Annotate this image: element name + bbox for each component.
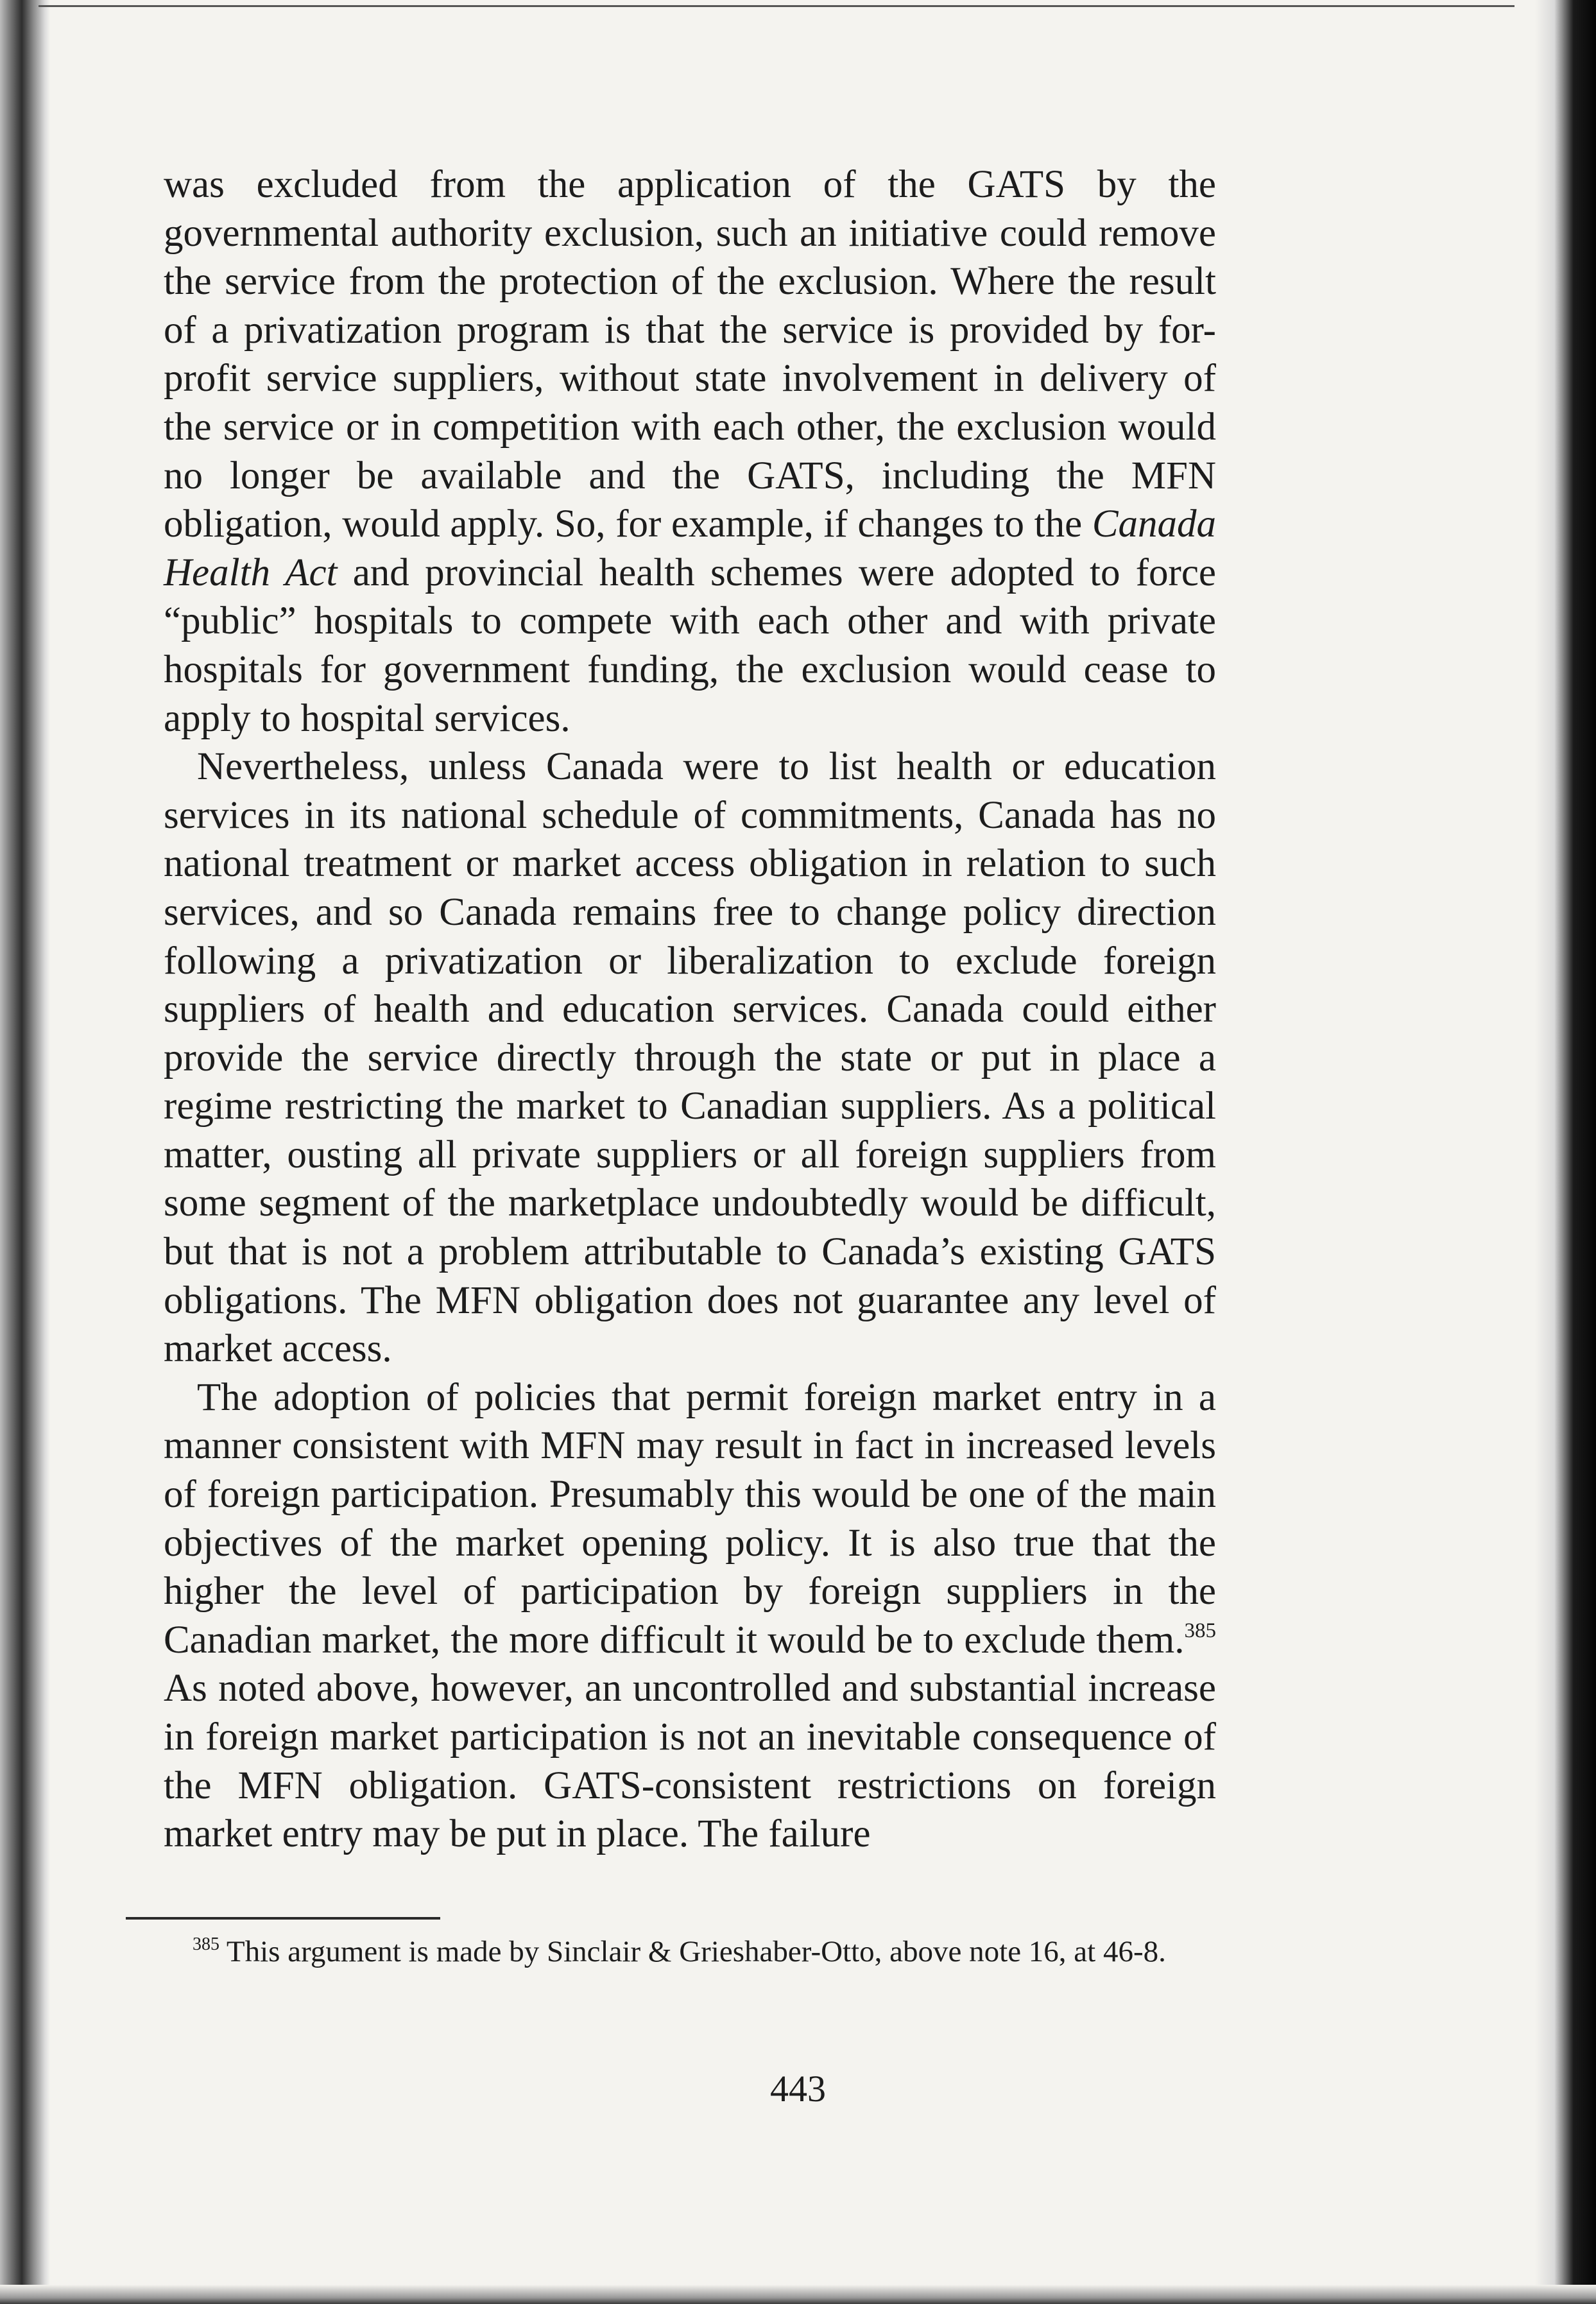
footnote-text: This argument is made by Sinclair & Grieshaber-Otto, above note 16, at 46-8. bbox=[219, 1935, 1166, 1968]
scan-bottom-edge bbox=[0, 2285, 1596, 2304]
footnote-number: 385 bbox=[193, 1934, 219, 1954]
paragraph-2: Nevertheless, unless Canada were to list health or education services in its national schedule of commitments, Canada has no national treatment or market access obligation in relation to such services, and so Canada remains free to change policy direction following a privatization or liberalization to exclude foreign suppliers of health and education services. Canada could either provide the service directly through the state or put in place a regime restricting the market to Canadian suppliers. As a political matter, ousting all private suppliers or all foreign suppliers from some segment of the marketplace undoubtedly would be difficult, but that is not a problem attributable to Canada’s existing GATS obligations. The MFN obligation does not guarantee any level of market access. bbox=[164, 745, 1216, 1371]
footnote bbox=[164, 1932, 1216, 1972]
paragraph-1-text-b: and provincial health schemes were adopted to force “public” hospitals to compete with each other and with private hospitals for government funding, the exclusion would cease to apply to hospital services. bbox=[164, 551, 1216, 740]
canada-health-act-title: Canada Health Act bbox=[164, 503, 1216, 594]
paragraph-1-text-a: was excluded from the application of the GATS by the governmental authority exclusion, such an initiative could remove the service from the protection of the exclusion. Where the result of a privatization program is that the service is provided by for-profit service suppliers, without state involvement in delivery of the service or in competition with each other, the exclusion would no longer be available and the GATS, including the MFN obligation, would apply. So, for example, if changes to the bbox=[164, 163, 1216, 546]
footnote-385 bbox=[164, 1932, 1216, 1972]
paragraph-3-text-b: As noted above, however, an uncontrolled and substantial increase in foreign market participation is not an inevitable consequence of the MFN obligation. GATS-consistent restrictions on foreign market entry may be put in place. The failure bbox=[164, 1667, 1216, 1856]
page-number: 443 bbox=[770, 2068, 826, 2110]
footnote-reference: 385 bbox=[1184, 1619, 1216, 1642]
scan-binding-edge bbox=[0, 0, 50, 2304]
footnote-divider bbox=[126, 1917, 440, 1920]
paragraph-3 bbox=[164, 1373, 1216, 1859]
main-text bbox=[164, 160, 1216, 1859]
scan-top-edge bbox=[39, 5, 1514, 7]
paragraph-1 bbox=[164, 160, 1216, 743]
scan-right-edge bbox=[1535, 0, 1596, 2304]
paragraph-3-text-a: The adoption of policies that permit foreign market entry in a manner consistent with MFN may result in fact in increased levels of foreign participation. Presumably this would be one of the main objectives of the market opening policy. It is also true that the higher the level of participation by foreign suppliers in the Canadian market, the more difficult it would be to exclude them. bbox=[164, 1375, 1216, 1662]
